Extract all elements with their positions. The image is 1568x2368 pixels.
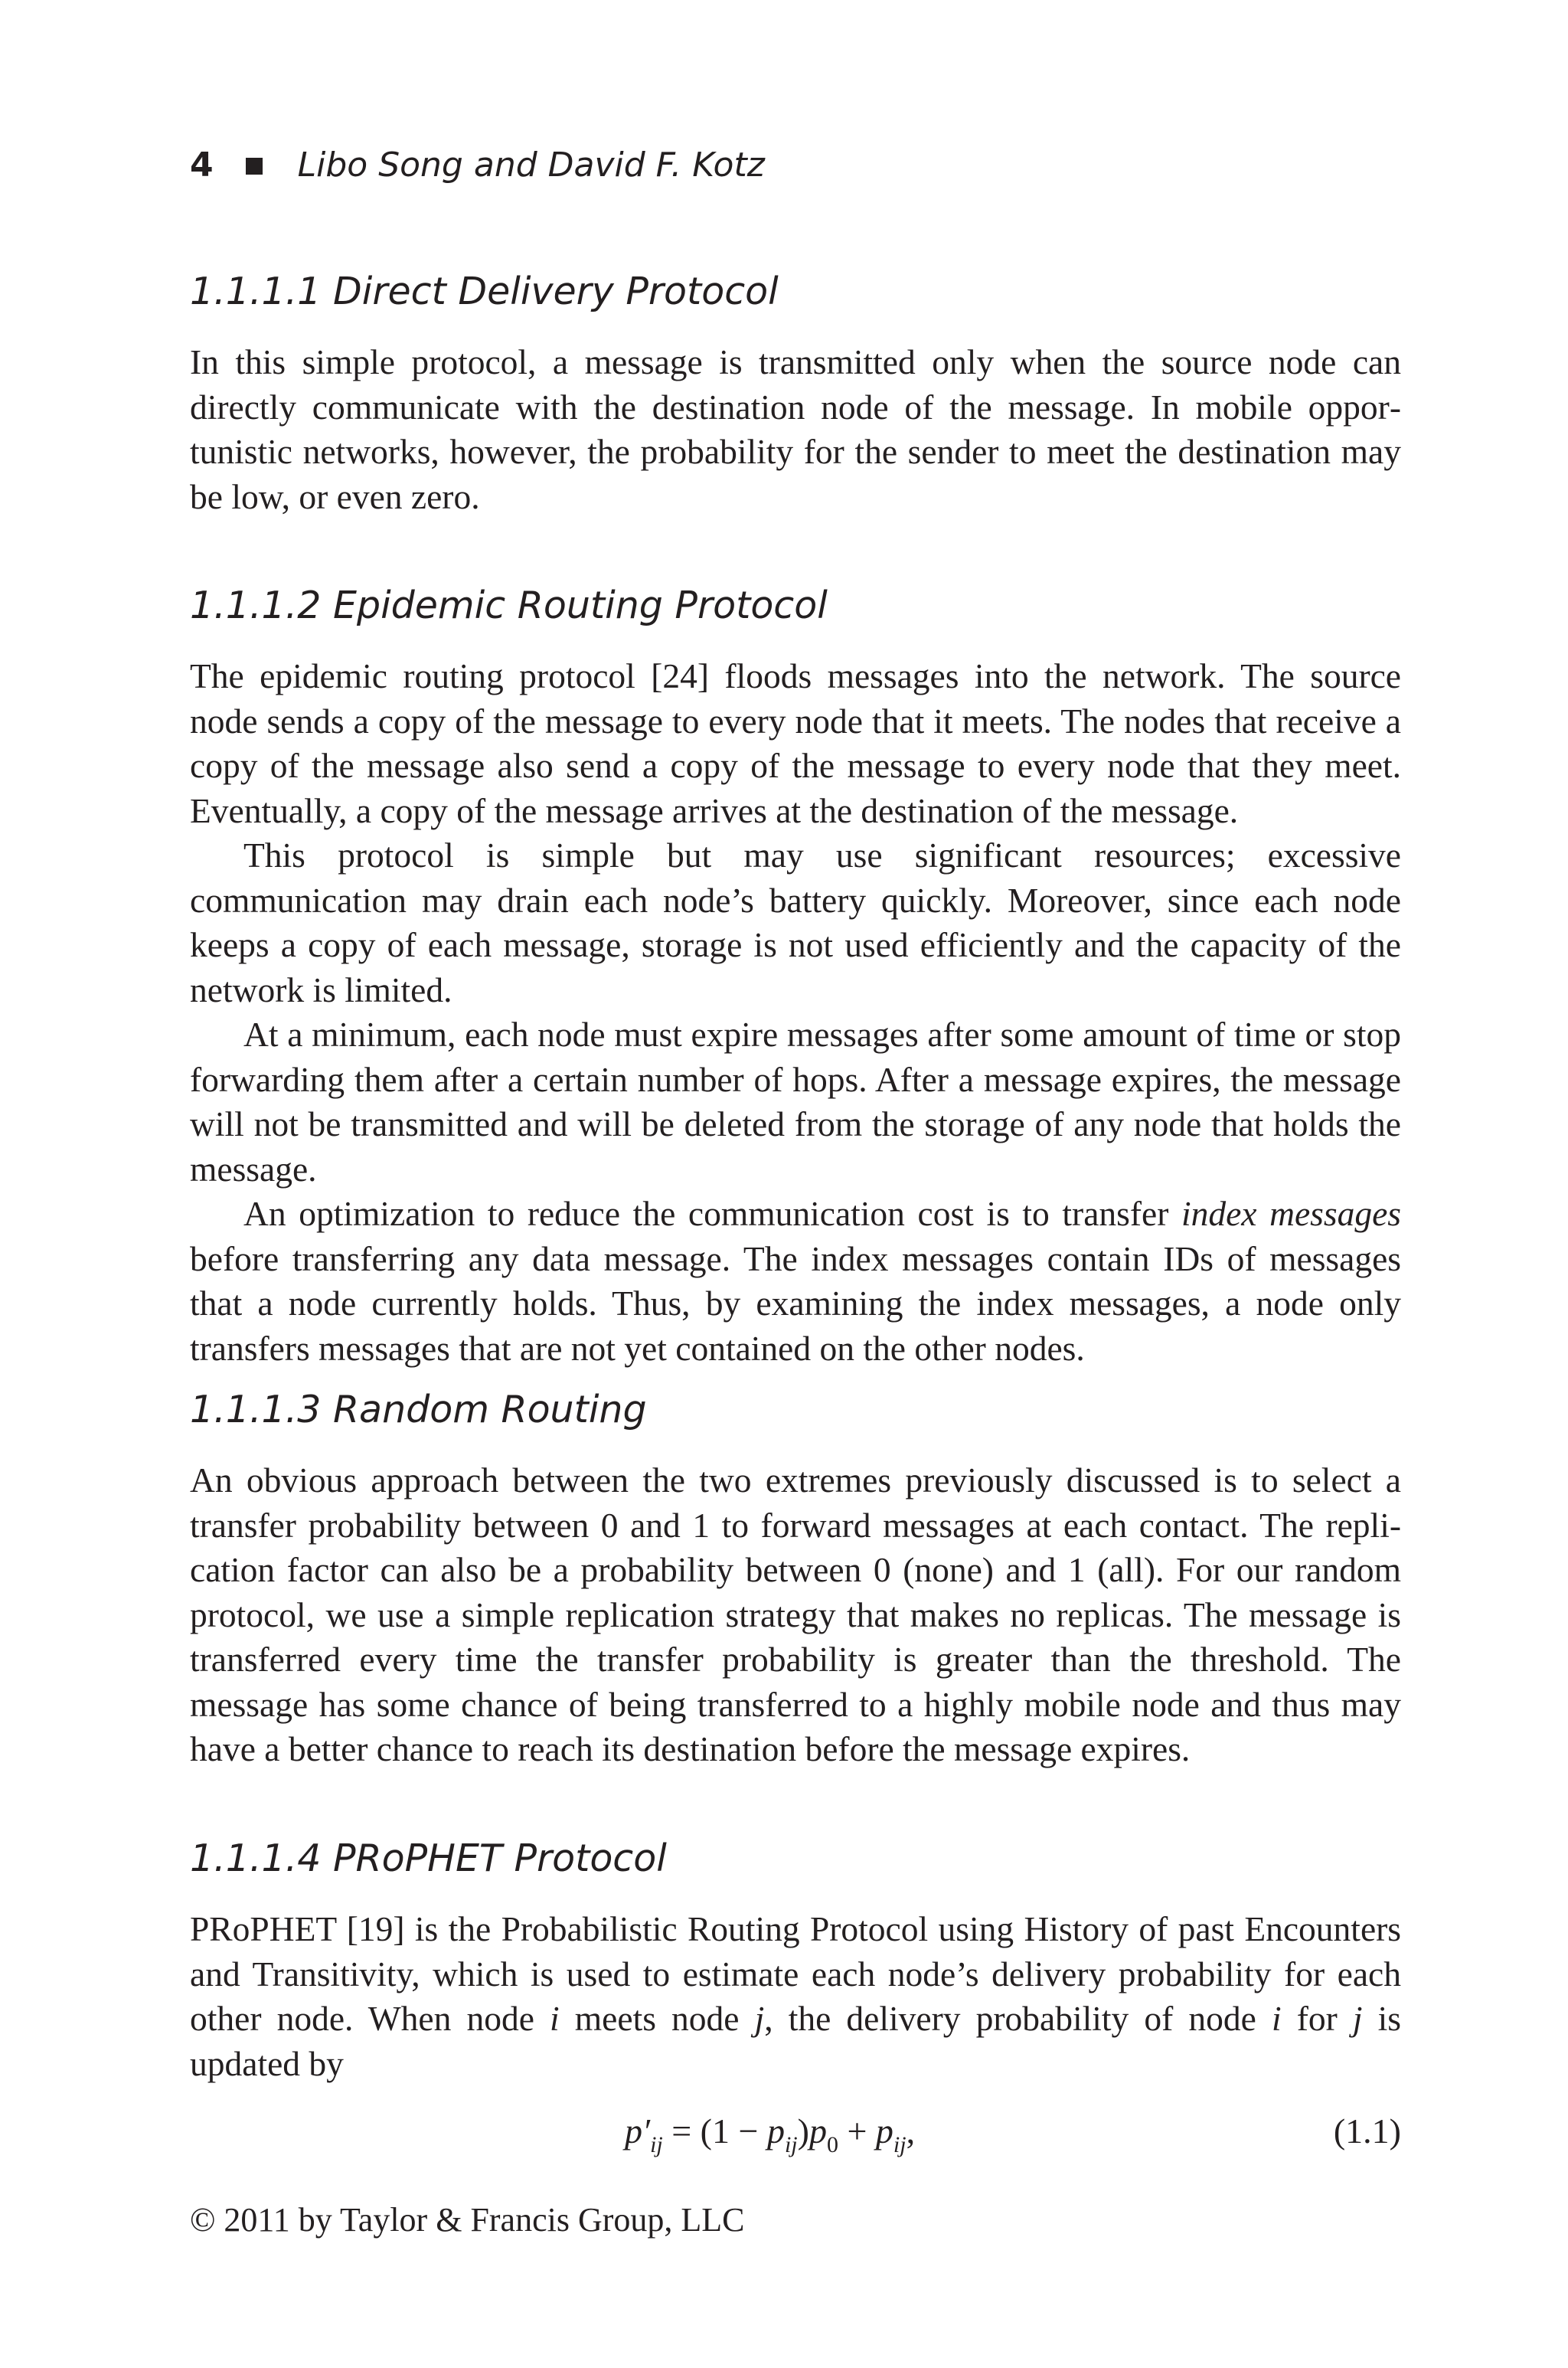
paragraph: In this simple protocol, a message is transmitted only when the source node can directly communicate with the destination node of the message. In mobile opportunistic networks, however, the probability for the sender to meet the destination may be low, or even zero. bbox=[190, 342, 1401, 516]
math-subscript: ij bbox=[784, 2132, 798, 2157]
paragraph bbox=[190, 1907, 1401, 2086]
equation-1-1 bbox=[190, 2105, 1401, 2166]
paragraph: This protocol is simple but may use significant resources; excessive communication may drain each node’s battery quickly. Moreover, since each node keeps a copy of each message, storage is not used efficiently and the capacity of the network is limited. bbox=[190, 836, 1401, 1009]
math-var: p bbox=[766, 2111, 785, 2150]
text-run: , the delivery probability of node bbox=[764, 1999, 1272, 2038]
math-var: j bbox=[1352, 1999, 1363, 2038]
section-body-epidemic-routing bbox=[190, 654, 1401, 1371]
math-var: i bbox=[1271, 1999, 1282, 2038]
math-op: , bbox=[906, 2111, 916, 2150]
emphasis-term: index messages bbox=[1181, 1194, 1401, 1233]
math-op: + bbox=[838, 2111, 876, 2150]
text-run: meets node bbox=[559, 1999, 755, 2038]
paragraph bbox=[190, 1192, 1401, 1371]
equation-body bbox=[625, 2111, 916, 2157]
running-head bbox=[190, 142, 765, 188]
section-heading-direct-delivery: 1.1.1.1 Direct Delivery Protocol bbox=[190, 270, 779, 313]
math-var: p bbox=[808, 2111, 827, 2150]
section-body-random-routing bbox=[190, 1458, 1401, 1772]
math-var: i bbox=[550, 1999, 560, 2038]
paragraph: An obvious approach between the two extremes previously discussed is to select a transfer probability between 0 and 1 to forward messages at each contact. The replication factor can also be a probability between 0 (none) and 1 (all). For our random protocol, we use a simple replication strategy that makes no replicas. The message is transferred every time the transfer probability is greater than the threshold. The message has some chance of being transferred to a highly mobile node and thus may have a better chance to reach its destination before the message expires. bbox=[190, 1460, 1401, 1768]
paragraph: At a minimum, each node must expire messages after some amount of time or stop forwarding them after a certain number of hops. After a message expires, the message will not be transmitted and will be deleted from the storage of any node that holds the message. bbox=[190, 1015, 1401, 1189]
section-heading-random-routing: 1.1.1.3 Random Routing bbox=[190, 1388, 647, 1431]
math-op: = (1 − bbox=[662, 2111, 767, 2150]
section-body-prophet bbox=[190, 1907, 1401, 2086]
math-subscript: ij bbox=[893, 2132, 906, 2157]
text-run: for bbox=[1281, 1999, 1353, 2038]
math-var: p bbox=[875, 2111, 893, 2150]
math-var: p′ bbox=[625, 2111, 651, 2150]
text-run: PRoPHET [19] is the Probabilistic Routing Protocol using History of past Encounters and Transitivity, which is used to estimate each node’s delivery probability for each other node. When node bbox=[190, 1909, 1401, 2038]
paragraph: The epidemic routing protocol [24] floods messages into the network. The source node sends a copy of the message to every node that it meets. The nodes that receive a copy of the message also send a copy of the message to every node that they meet. Eventually, a copy of the message arrives at the destination of the message. bbox=[190, 656, 1401, 830]
text-run: An optimization to reduce the communication cost is to transfer bbox=[243, 1194, 1181, 1233]
page-number: 4 bbox=[190, 146, 214, 185]
equation-number: (1.1) bbox=[1333, 2111, 1401, 2150]
section-body-direct-delivery bbox=[190, 340, 1401, 519]
math-subscript: 0 bbox=[826, 2132, 838, 2157]
math-subscript: ij bbox=[650, 2132, 663, 2157]
copyright-footer: © 2011 by Taylor & Francis Group, LLC bbox=[190, 2201, 745, 2239]
text-run: before transferring any data message. The index messages contain IDs of messages that a node currently holds. Thus, by examining the index messages, a node only transfers messages that are not yet contained on the other nodes. bbox=[190, 1238, 1401, 1368]
square-bullet-icon bbox=[246, 158, 263, 175]
section-heading-epidemic-routing: 1.1.1.2 Epidemic Routing Protocol bbox=[190, 584, 828, 627]
running-head-authors: Libo Song and David F. Kotz bbox=[297, 146, 765, 185]
math-op: ) bbox=[797, 2111, 809, 2150]
section-heading-prophet: 1.1.1.4 PRoPHET Protocol bbox=[190, 1837, 667, 1880]
math-var: j bbox=[754, 1999, 765, 2038]
text-run: is updated by bbox=[190, 1999, 1401, 2083]
